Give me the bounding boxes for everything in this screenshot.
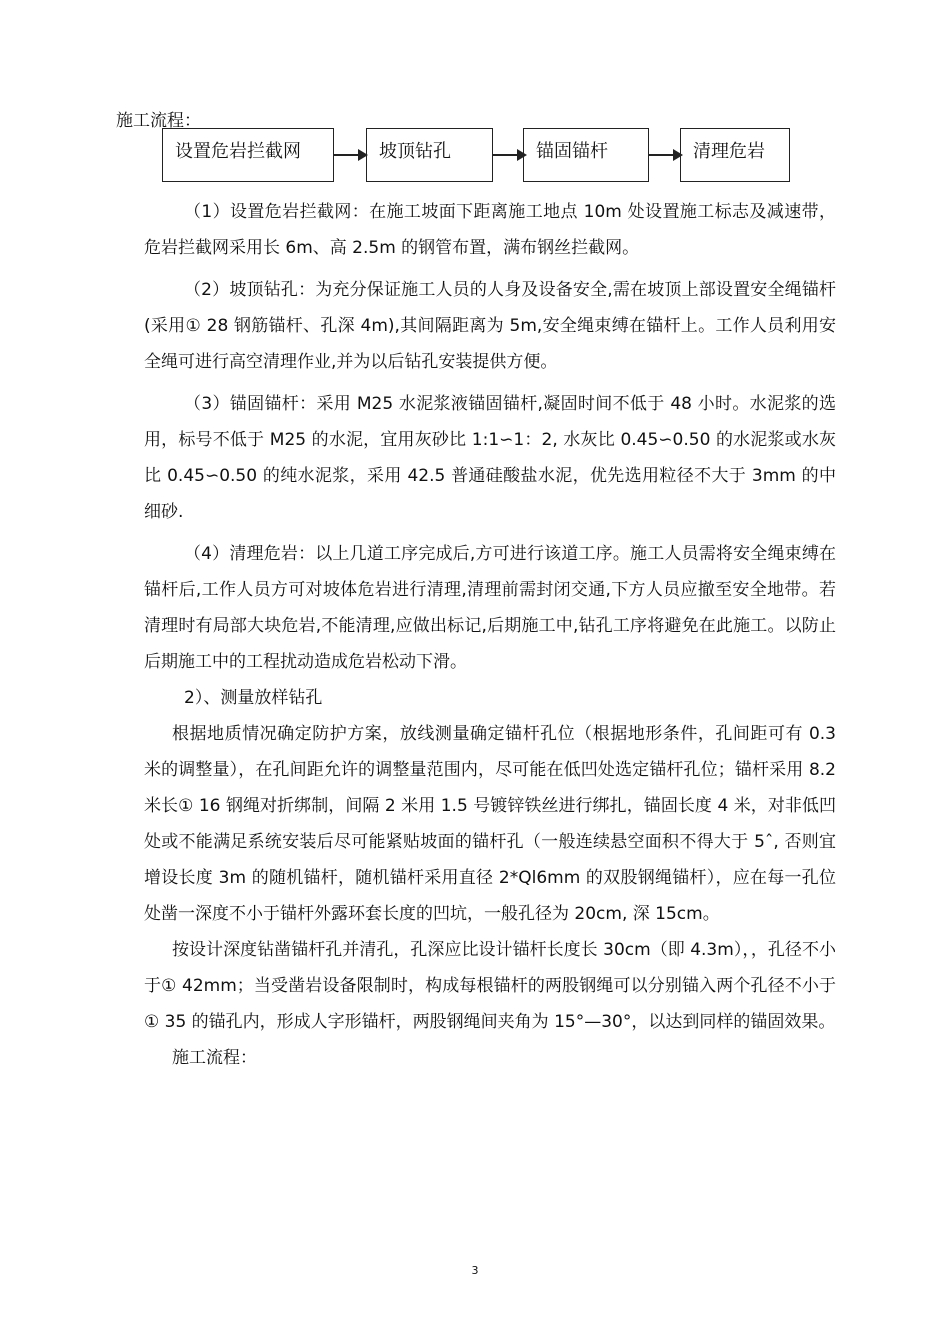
paragraph-step-3: （3）锚固锚杆：采用 M25 水泥浆液锚固锚杆,凝固时间不低于 48 小时。水泥浆的选用，标号不低于 M25 的水泥，宜用灰砂比 1:1∽1：2, 水灰比 0.45∽0.50 的水泥浆或水灰比 0.45∽0.50 的纯水泥浆，采用 42.5 普通硅酸盐水泥，优先选用粒径不大于 3mm 的中细砂.: [144, 394, 836, 522]
paragraph-step-2: （2）坡顶钻孔：为充分保证施工人员的人身及设备安全,需在坡顶上部设置安全绳锚杆(采用① 28 钢筋锚杆、孔深 4m),其间隔距离为 5m,安全绳束缚在锚杆上。工作人员利用安全绳可进行高空清理作业,并为以后钻孔安装提供方便。: [144, 280, 836, 372]
flow-diagram: [162, 128, 802, 186]
arrow-right-icon: [493, 145, 527, 165]
flow-step-4: 清理危岩: [680, 128, 790, 182]
section-heading: 2）、测量放样钻孔: [184, 688, 323, 708]
arrow-right-icon: [334, 145, 368, 165]
paragraph-step-4: （4）清理危岩：以上几道工序完成后,方可进行该道工序。施工人员需将安全绳束缚在锚杆后,工作人员方可对坡体危岩进行清理,清理前需封闭交通,下方人员应撤至安全地带。若清理时有局部大块危岩,不能清理,应做出标记,后期施工中,钻孔工序将避免在此施工。以防止后期施工中的工程扰动造成危岩松动下滑。: [144, 544, 836, 672]
flow-step-3: 锚固锚杆: [523, 128, 649, 182]
arrow-right-icon: [649, 145, 683, 165]
page-number: 3: [471, 1264, 479, 1277]
paragraph-drilling: 按设计深度钻凿锚杆孔并清孔，孔深应比设计锚杆长度长 30cm（即 4.3m），，孔径不小于① 42mm；当受凿岩设备限制时，构成每根锚杆的两股钢绳可以分别锚入两个孔径不小于① 35 的锚孔内，形成人字形锚杆，两股钢绳间夹角为 15°—30°，以达到同样的锚固效果。: [144, 940, 836, 1032]
flow-step-1: 设置危岩拦截网: [162, 128, 334, 182]
paragraph-step-1: （1）设置危岩拦截网：在施工坡面下距离施工地点 10m 处设置施工标志及减速带，危岩拦截网采用长 6m、高 2.5m 的钢管布置，满布钢丝拦截网。: [144, 202, 836, 258]
flow-title: 施工流程：: [116, 111, 201, 131]
body-section-1: [144, 194, 836, 1076]
flow-title-2: 施工流程：: [172, 1048, 257, 1068]
flow-step-2: 坡顶钻孔: [366, 128, 493, 182]
paragraph-survey: 根据地质情况确定防护方案，放线测量确定锚杆孔位（根据地形条件，孔间距可有 0.3 米的调整量），在孔间距允许的调整量范围内，尽可能在低凹处选定锚杆孔位；锚杆采用 8.2 米长① 16 钢绳对折绑制，间隔 2 米用 1.5 号镀锌铁丝进行绑扎，锚固长度 4 米，对非低凹处或不能满足系统安装后尽可能紧贴坡面的锚杆孔（一般连续悬空面积不得大于 5ˆ, 否则宜增设长度 3m 的随机锚杆，随机锚杆采用直径 2*Ql6mm 的双股钢绳锚杆），应在每一孔位处凿一深度不小于锚杆外露环套长度的凹坑，一般孔径为 20cm, 深 15cm。: [144, 724, 836, 924]
